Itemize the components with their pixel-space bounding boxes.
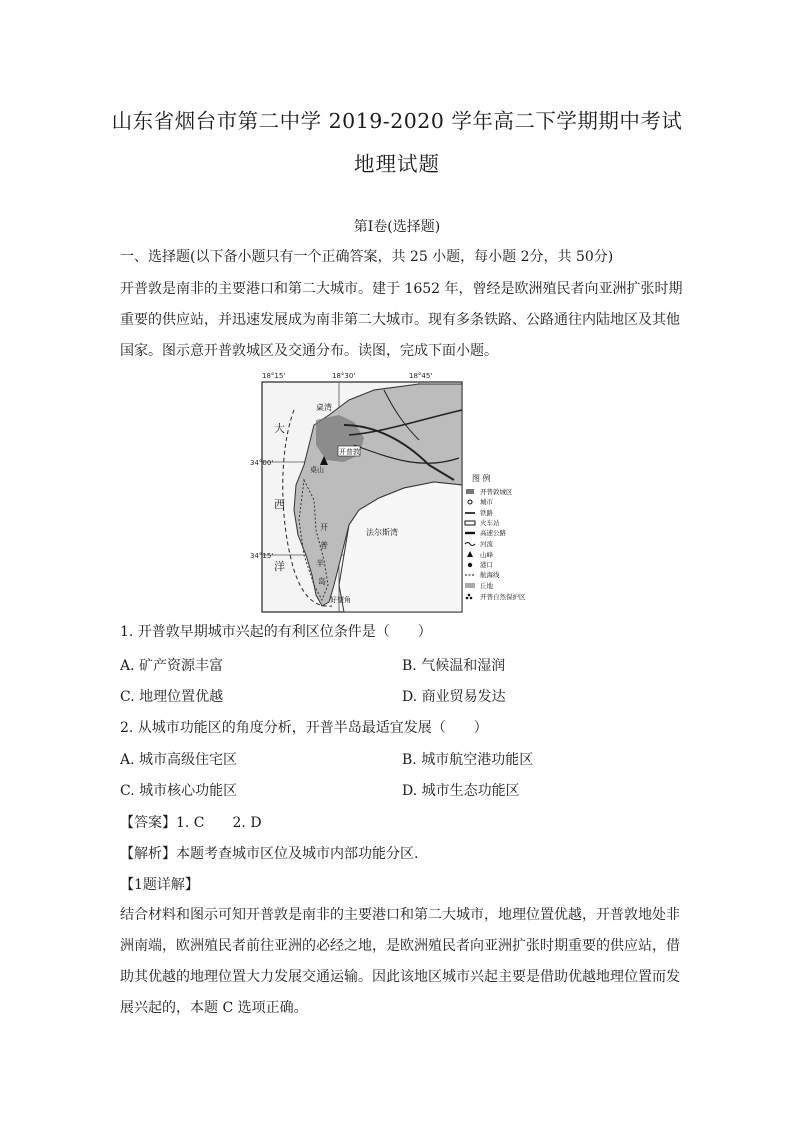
- q2-option-a: A. 城市高级住宅区: [120, 752, 238, 768]
- intro-line-3: 国家。图示意开普敦城区及交通分布。读图，完成下面小题。: [120, 343, 498, 359]
- legend-item-11: 开普自然保护区: [480, 593, 526, 601]
- peninsula-char-3: 半: [316, 559, 324, 568]
- detail-line-1: 结合材料和图示可知开普敦是南非的主要港口和第二大城市，地理位置优越，开普敦地处非: [120, 907, 680, 923]
- legend-item-2: 城市: [480, 498, 493, 506]
- q2-option-b: B. 城市航空港功能区: [402, 752, 534, 768]
- detail-heading: 【1题详解】: [120, 877, 199, 893]
- question-1-stem: 1. 开普敦早期城市兴起的有利区位条件是（ ）: [120, 624, 432, 640]
- legend-item-8: 港口: [480, 561, 493, 569]
- legend-title: 图 例: [472, 474, 491, 483]
- lon-label-2: 18°30': [332, 372, 356, 380]
- legend-item-10: 丘地: [480, 582, 493, 590]
- peninsula-char-2: 普: [320, 541, 328, 550]
- instructions: 一、选择题(以下备小题只有一个正确答案，共 25 小题，每小题 2分，共 50分): [120, 249, 614, 265]
- legend-item-4: 火车站: [480, 519, 500, 527]
- detail-line-4: 展兴起的，本题 C 选项正确。: [120, 1000, 308, 1016]
- lat-label-1: 34°00': [250, 459, 274, 467]
- q1-option-d: D. 商业贸易发达: [402, 689, 506, 705]
- legend-item-7: 山峰: [480, 551, 493, 559]
- legend-item-3: 铁路: [480, 509, 493, 517]
- q1-option-c: C. 地理位置优越: [120, 689, 224, 705]
- document-subtitle: 地理试题: [354, 152, 440, 176]
- legend-item-1: 开普敦城区: [480, 488, 513, 496]
- legend-item-6: 河流: [480, 540, 493, 548]
- legend-swatch-city-area: [466, 489, 474, 494]
- q2-option-c: C. 城市核心功能区: [120, 783, 238, 799]
- label-table-bay: 桌湾: [316, 403, 332, 412]
- peninsula-char-4: 岛: [318, 577, 326, 586]
- lon-label-3: 18°45': [409, 372, 433, 380]
- intro-line-2: 重要的供应站，并迅速发展成为南非第二大城市。现有多条铁路、公路通往内陆地区及其他: [120, 312, 680, 328]
- section-heading: 第Ⅰ卷(选择题): [353, 219, 441, 235]
- label-cape-of-good-hope: 好望角: [330, 596, 351, 604]
- legend-swatch-port: [468, 563, 472, 567]
- answer-line: 【答案】1. C 2. D: [120, 815, 262, 831]
- label-false-bay: 法尔斯湾: [366, 528, 398, 537]
- q1-option-a: A. 矿产资源丰富: [120, 658, 224, 674]
- legend-item-9: 航海线: [480, 571, 500, 579]
- label-cape-town: 开普敦: [339, 448, 360, 456]
- q1-option-b: B. 气候温和湿润: [402, 658, 506, 674]
- legend-item-5: 高速公路: [480, 529, 506, 537]
- document-title: 山东省烟台市第二中学 2019-2020 学年高二下学期期中考试: [111, 109, 683, 133]
- question-2-stem: 2. 从城市功能区的角度分析，开普半岛最适宜发展（ ）: [120, 720, 488, 736]
- legend-swatch-hill: [465, 583, 475, 588]
- peninsula-char-1: 开: [320, 523, 328, 532]
- intro-line-1: 开普敦是南非的主要港口和第二大城市。建于 1652 年，曾经是欧洲殖民者向亚洲扩张时期: [120, 281, 683, 297]
- label-table-mountain: 桌山: [310, 466, 324, 474]
- ocean-char-2: 西: [274, 498, 285, 511]
- ocean-char-1: 大: [274, 422, 285, 435]
- detail-paragraph: [120, 900, 680, 1024]
- lon-label-1: 18°15': [262, 372, 286, 380]
- analysis-line: 【解析】本题考查城市区位及城市内部功能分区.: [120, 846, 419, 862]
- detail-line-3: 助其优越的地理位置大力发展交通运输。因此该地区城市兴起主要是借助优越地理位置而发: [120, 969, 680, 985]
- lat-label-2: 34°15': [250, 552, 274, 560]
- detail-line-2: 洲南端，欧洲殖民者前往亚洲的必经之地，是欧洲殖民者向亚洲扩张时期重要的供应站，借: [120, 938, 680, 954]
- q2-option-d: D. 城市生态功能区: [402, 783, 520, 799]
- cape-town-map: [250, 370, 560, 615]
- ocean-char-3: 洋: [274, 560, 285, 573]
